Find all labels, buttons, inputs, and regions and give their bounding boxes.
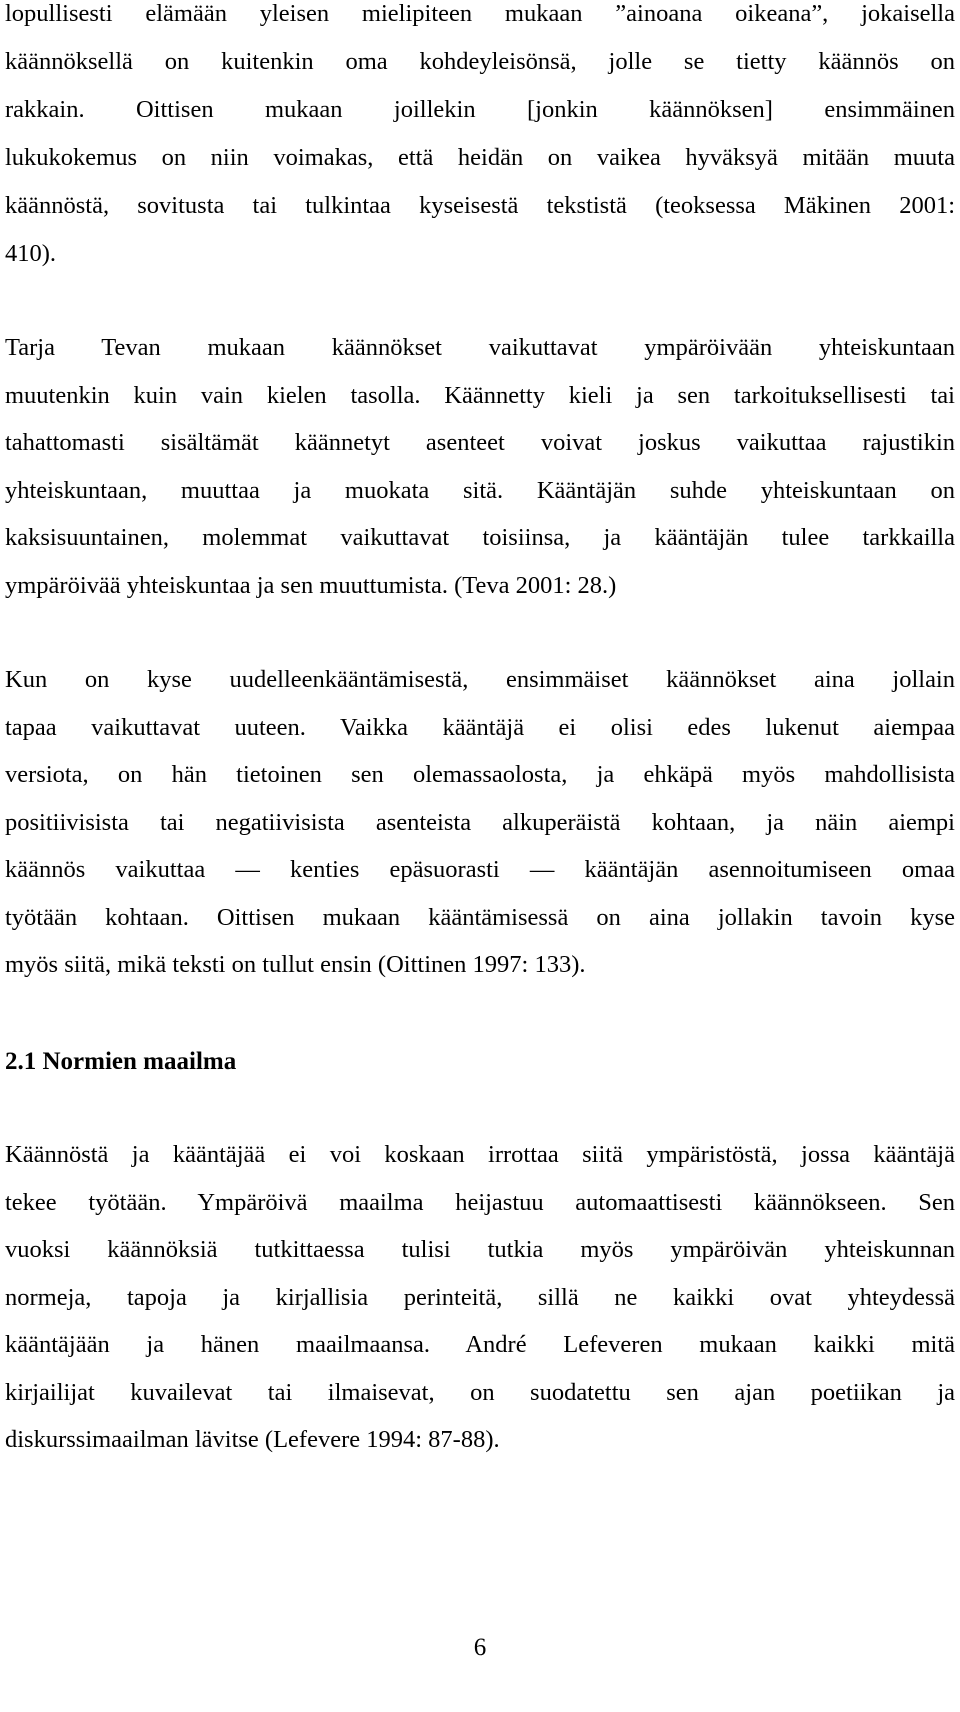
section-paragraph (5, 1131, 955, 1464)
page-number: 6 (473, 1634, 487, 1661)
text-line: tahattomasti sisältämät käännetyt asenteet voivat joskus vaikuttaa rajustikin (5, 429, 955, 456)
text-line: lopullisesti elämään yleisen mielipiteen mukaan ”ainoana oikeana”, jokaisella (5, 0, 955, 27)
text-line: kirjailijat kuvailevat tai ilmaisevat, on suodatettu sen ajan poetiikan ja (5, 1378, 955, 1406)
section-heading: 2.1 Normien maailma (5, 1048, 237, 1075)
text-line: rakkain. Oittisen mukaan joillekin [jonkin käännöksen] ensimmäinen (5, 96, 955, 123)
paragraph-3 (5, 656, 955, 989)
text-line: positiivisista tai negatiivisista asenteista alkuperäistä kohtaan, ja näin aiempi (5, 808, 955, 836)
text-line: vuoksi käännöksiä tutkittaessa tulisi tutkia myös ympäröivän yhteiskunnan (5, 1236, 955, 1263)
text-line: normeja, tapoja ja kirjallisia perinteitä, sillä ne kaikki ovat yhteydessä (5, 1283, 955, 1311)
text-line: käännöstä, sovitusta tai tulkintaa kyseisestä tekstistä (teoksessa Mäkinen 2001: (5, 192, 955, 219)
text-line: myös siitä, mikä teksti on tullut ensin (Oittinen 1997: 133). (5, 951, 586, 978)
text-line: Käännöstä ja kääntäjää ei voi koskaan irrottaa siitä ympäristöstä, jossa kääntäjä (5, 1141, 955, 1168)
text-line: diskurssimaailman lävitse (Lefevere 1994: 87-88). (5, 1426, 500, 1453)
text-line: kaksisuuntainen, molemmat vaikuttavat toisiinsa, ja kääntäjän tulee tarkkailla (5, 524, 955, 551)
text-line: ympäröivää yhteiskuntaa ja sen muuttumista. (Teva 2001: 28.) (5, 571, 617, 599)
text-line: kääntäjään ja hänen maailmaansa. André Lefeveren mukaan kaikki mitä (5, 1331, 955, 1358)
text-line: Tarja Tevan mukaan käännökset vaikuttavat ympäröivään yhteiskuntaan (5, 334, 955, 361)
text-line: muutenkin kuin vain kielen tasolla. Käännetty kieli ja sen tarkoituksellisesti tai (5, 381, 955, 409)
paragraph-1 (5, 0, 955, 278)
text-line: Kun on kyse uudelleenkääntämisestä, ensimmäiset käännökset aina jollain (5, 666, 955, 693)
text-line: käännöksellä on kuitenkin oma kohdeyleisönsä, jolle se tietty käännös on (5, 48, 955, 75)
text-line: tapaa vaikuttavat uuteen. Vaikka kääntäjä ei olisi edes lukenut aiempaa (5, 713, 955, 741)
text-line: 410). (5, 240, 57, 267)
text-line: versiota, on hän tietoinen sen olemassaolosta, ja ehkäpä myös mahdollisista (5, 761, 955, 788)
paragraph-2 (5, 324, 955, 609)
text-line: käännös vaikuttaa — kenties epäsuorasti — kääntäjän asennoitumiseen omaa (5, 856, 955, 883)
text-line: yhteiskuntaan, muuttaa ja muokata sitä. Kääntäjän suhde yhteiskuntaan on (5, 476, 955, 504)
text-line: työtään kohtaan. Oittisen mukaan kääntämisessä on aina jollakin tavoin kyse (5, 903, 955, 931)
text-line: lukukokemus on niin voimakas, että heidän on vaikea hyväksyä mitään muuta (5, 144, 955, 171)
text-line: tekee työtään. Ympäröivä maailma heijastuu automaattisesti käännökseen. Sen (5, 1188, 955, 1216)
